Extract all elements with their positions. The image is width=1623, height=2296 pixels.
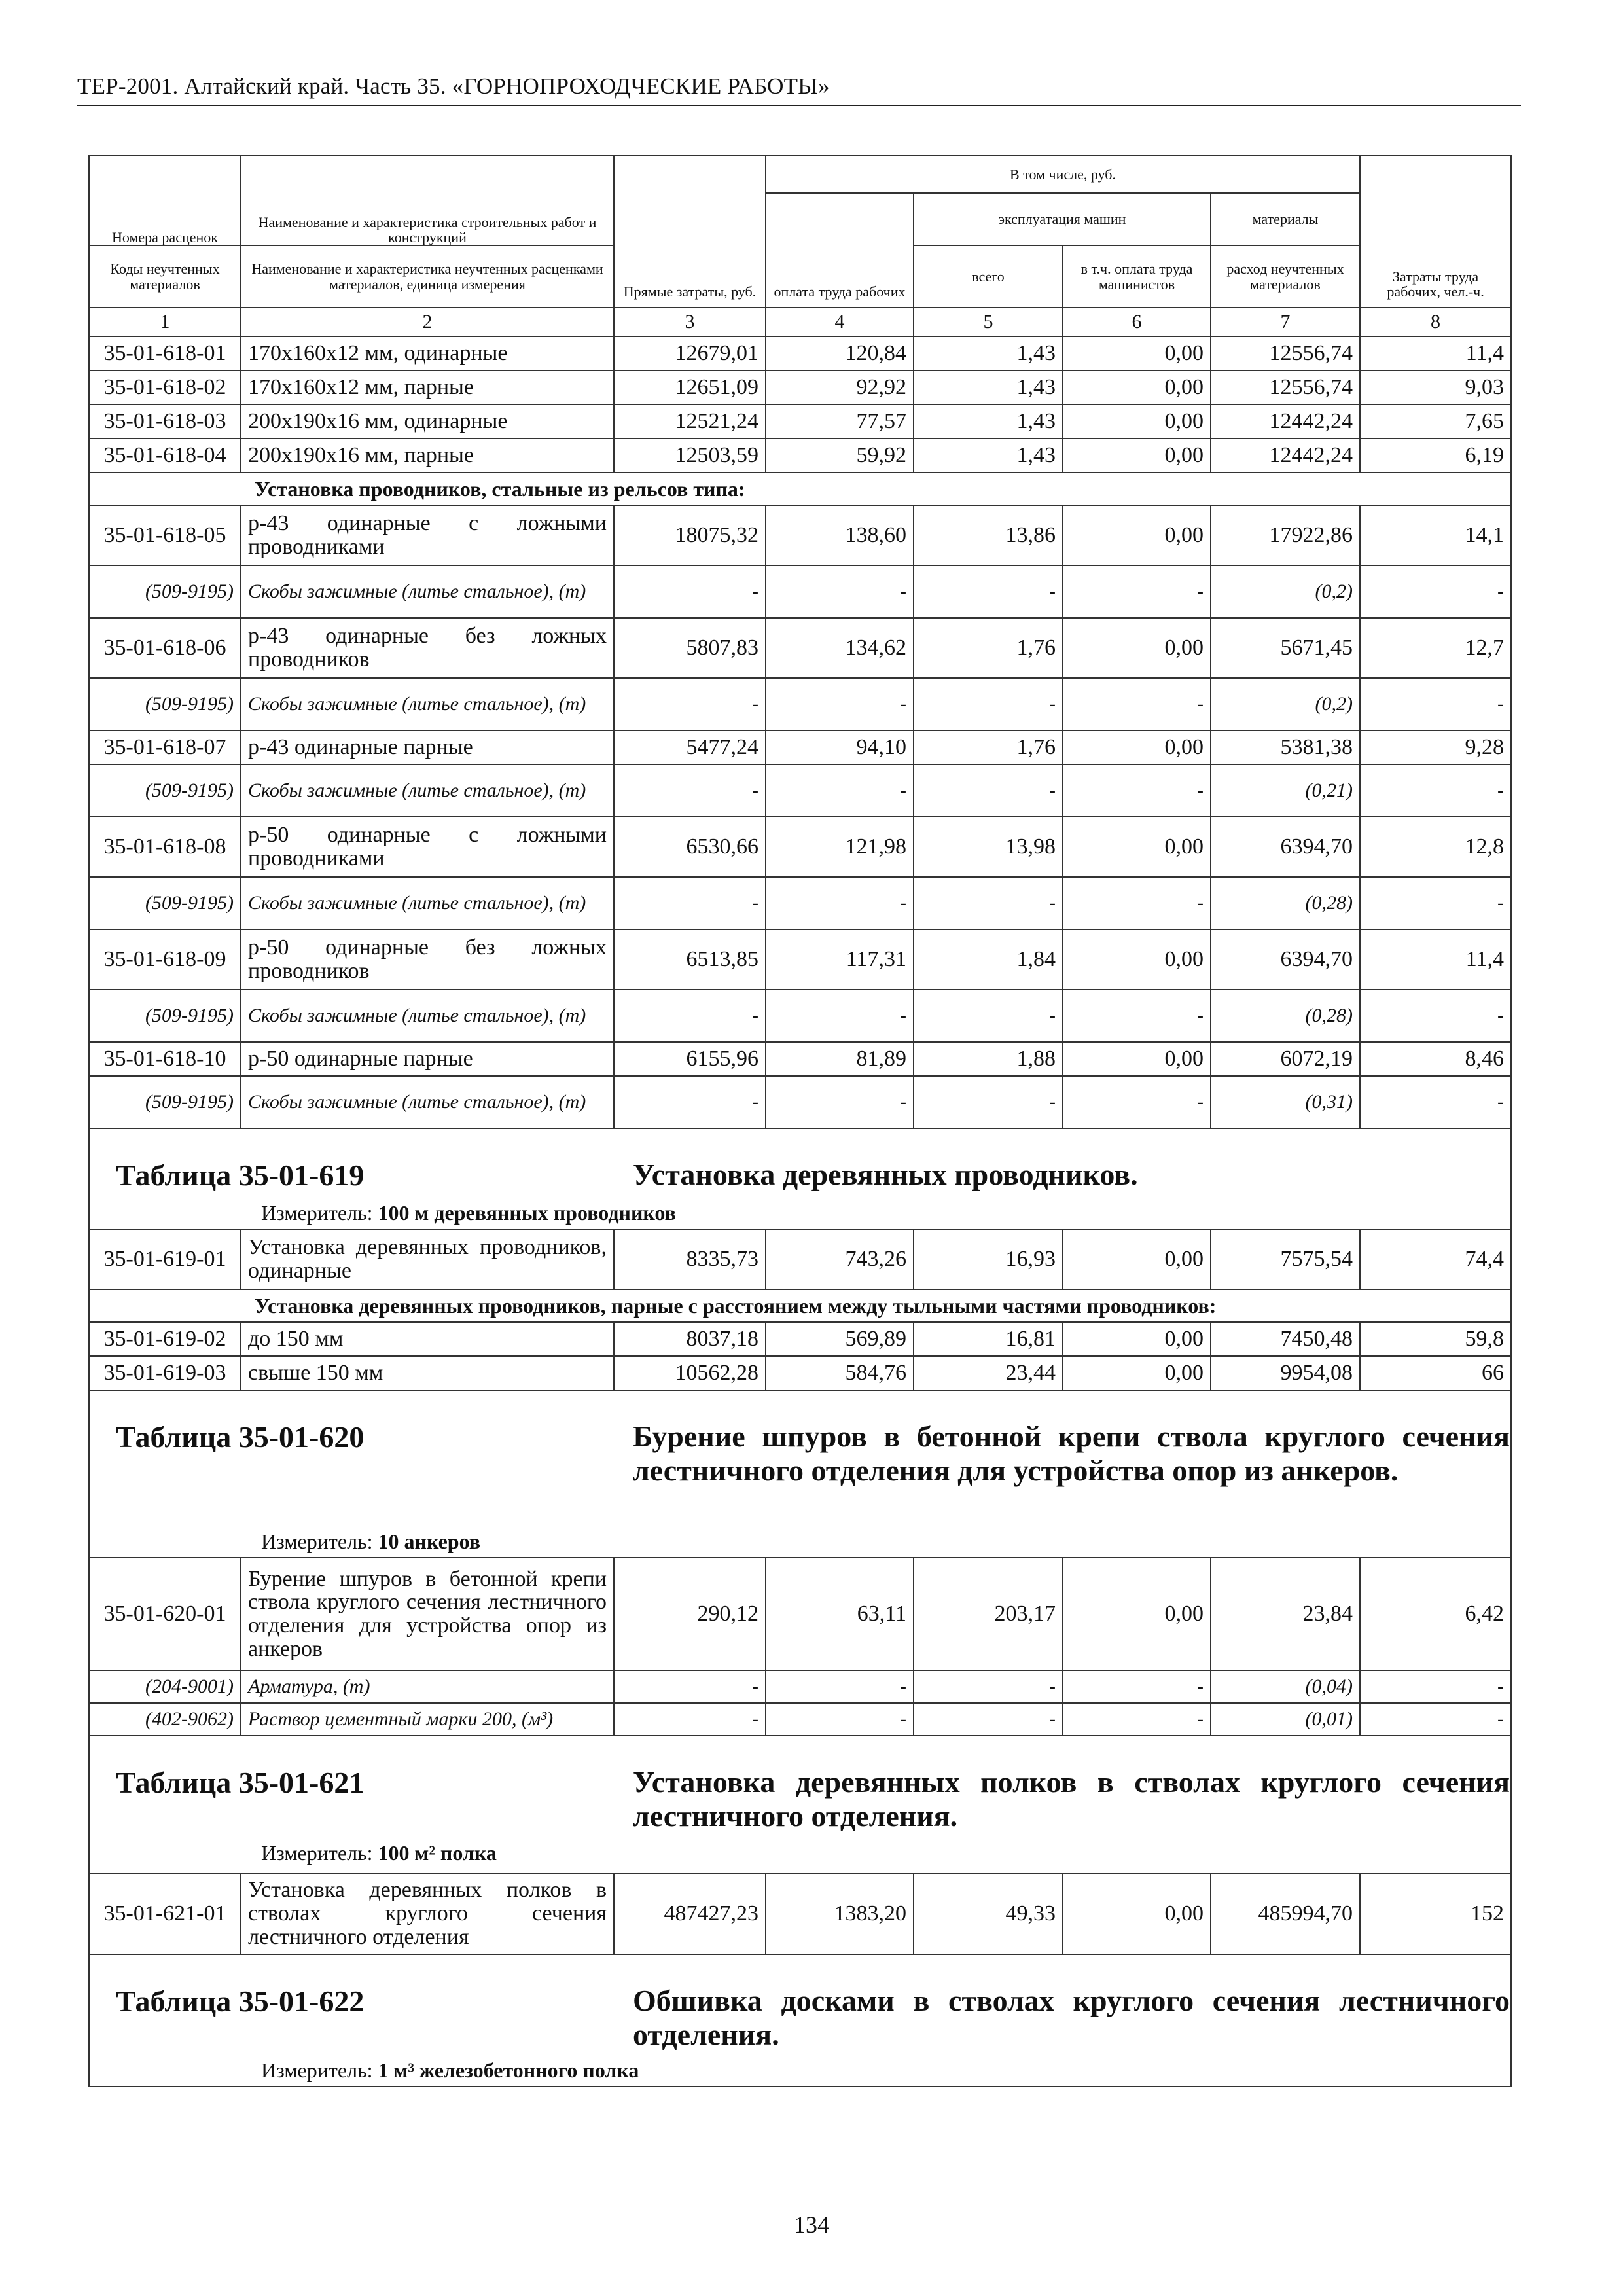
- rate-name: Установка деревянных полков в стволах круглого сечения лестничного отделения: [241, 1873, 614, 1954]
- material-code: (509-9195): [89, 764, 241, 817]
- dash-cell: -: [766, 1076, 914, 1128]
- dash-cell: -: [614, 1076, 766, 1128]
- col-machines-header: эксплуатация машин: [914, 193, 1211, 245]
- material-cost: 12556,74: [1211, 370, 1360, 404]
- rate-code: 35-01-621-01: [89, 1873, 241, 1954]
- rate-code: 35-01-619-01: [89, 1229, 241, 1289]
- material-cost: 23,84: [1211, 1558, 1360, 1670]
- dash-cell: -: [614, 565, 766, 618]
- material-cost: 5671,45: [1211, 618, 1360, 678]
- material-use: (0,28): [1211, 877, 1360, 929]
- dash-cell: -: [766, 678, 914, 730]
- machine-cost: 1,76: [914, 618, 1063, 678]
- col-direct-header: Прямые затраты, руб.: [614, 156, 766, 308]
- labor-cost: 7,65: [1360, 404, 1511, 439]
- dash-cell: -: [1063, 1670, 1211, 1703]
- direct-cost: 12651,09: [614, 370, 766, 404]
- rate-code: 35-01-618-03: [89, 404, 241, 439]
- material-code: (509-9195): [89, 877, 241, 929]
- dash-cell: -: [914, 990, 1063, 1042]
- dash-cell: -: [1360, 678, 1511, 730]
- material-cost: 6394,70: [1211, 929, 1360, 990]
- rate-name: р-43 одинарные парные: [241, 730, 614, 764]
- col-number: 6: [1063, 308, 1211, 336]
- rate-code: 35-01-618-01: [89, 336, 241, 370]
- wage-cost: 120,84: [766, 336, 914, 370]
- col-name-header: Наименование и характеристика строительных работ и конструкций: [241, 156, 614, 245]
- col-number: 8: [1360, 308, 1511, 336]
- rate-code: 35-01-619-03: [89, 1356, 241, 1390]
- dash-cell: -: [1063, 678, 1211, 730]
- rate-code: 35-01-618-02: [89, 370, 241, 404]
- col-number: 1: [89, 308, 241, 336]
- dash-cell: -: [614, 1670, 766, 1703]
- dash-cell: -: [614, 1703, 766, 1736]
- material-use: (0,2): [1211, 565, 1360, 618]
- direct-cost: 5807,83: [614, 618, 766, 678]
- dash-cell: -: [914, 1076, 1063, 1128]
- table-id: Таблица 35-01-619: [116, 1158, 365, 1192]
- labor-cost: 9,28: [1360, 730, 1511, 764]
- rate-name: р-43 одинарные без ложных проводников: [241, 618, 614, 678]
- rate-name: 170х160х12 мм, одинарные: [241, 336, 614, 370]
- labor-cost: 6,19: [1360, 439, 1511, 473]
- col-code-sub-header: Коды неучтенных материалов: [89, 245, 241, 308]
- table-unit: Измеритель: 100 м² полка: [261, 1841, 497, 1865]
- col-number: 7: [1211, 308, 1360, 336]
- direct-cost: 10562,28: [614, 1356, 766, 1390]
- col-total-header: всего: [914, 245, 1063, 308]
- material-cost: 17922,86: [1211, 505, 1360, 565]
- rate-code: 35-01-618-06: [89, 618, 241, 678]
- material-cost: 6394,70: [1211, 817, 1360, 877]
- table-unit: Измеритель: 1 м³ железобетонного полка: [261, 2058, 639, 2082]
- dash-cell: -: [614, 678, 766, 730]
- direct-cost: 12679,01: [614, 336, 766, 370]
- material-use: (0,28): [1211, 990, 1360, 1042]
- labor-cost: 12,8: [1360, 817, 1511, 877]
- rate-code: 35-01-620-01: [89, 1558, 241, 1670]
- rate-code: 35-01-618-09: [89, 929, 241, 990]
- machine-wage: 0,00: [1063, 1356, 1211, 1390]
- dash-cell: -: [914, 764, 1063, 817]
- material-cost: 9954,08: [1211, 1356, 1360, 1390]
- dash-cell: -: [1360, 764, 1511, 817]
- material-name: Скобы зажимные (литье стальное), (т): [241, 565, 614, 618]
- machine-wage: 0,00: [1063, 1873, 1211, 1954]
- dash-cell: -: [1063, 990, 1211, 1042]
- labor-cost: 9,03: [1360, 370, 1511, 404]
- machine-wage: 0,00: [1063, 370, 1211, 404]
- labor-cost: 66: [1360, 1356, 1511, 1390]
- machine-cost: 49,33: [914, 1873, 1063, 1954]
- material-cost: 485994,70: [1211, 1873, 1360, 1954]
- direct-cost: 487427,23: [614, 1873, 766, 1954]
- wage-cost: 743,26: [766, 1229, 914, 1289]
- rates-table: [88, 155, 1512, 2087]
- material-code: (509-9195): [89, 678, 241, 730]
- material-use: (0,31): [1211, 1076, 1360, 1128]
- table-title: Установка деревянных полков в стволах круглого сечения лестничного отделения.: [633, 1765, 1510, 1833]
- dash-cell: -: [766, 764, 914, 817]
- labor-cost: 152: [1360, 1873, 1511, 1954]
- col-name-sub-header: Наименование и характеристика неучтенных расценками материалов, единица измерения: [241, 245, 614, 308]
- dash-cell: -: [614, 764, 766, 817]
- material-cost: 7450,48: [1211, 1322, 1360, 1356]
- machine-cost: 13,86: [914, 505, 1063, 565]
- col-number: 4: [766, 308, 914, 336]
- dash-cell: -: [914, 678, 1063, 730]
- labor-cost: 12,7: [1360, 618, 1511, 678]
- col-mat-use-header: расход неучтенных материалов: [1211, 245, 1360, 308]
- direct-cost: 8037,18: [614, 1322, 766, 1356]
- machine-cost: 1,88: [914, 1042, 1063, 1076]
- wage-cost: 569,89: [766, 1322, 914, 1356]
- dash-cell: -: [1360, 1703, 1511, 1736]
- machine-wage: 0,00: [1063, 618, 1211, 678]
- machine-cost: 1,76: [914, 730, 1063, 764]
- material-cost: 6072,19: [1211, 1042, 1360, 1076]
- material-cost: 5381,38: [1211, 730, 1360, 764]
- table-unit: Измеритель: 10 анкеров: [261, 1530, 481, 1553]
- material-cost: 12442,24: [1211, 404, 1360, 439]
- material-name: Скобы зажимные (литье стальное), (т): [241, 877, 614, 929]
- col-number: 2: [241, 308, 614, 336]
- labor-cost: 11,4: [1360, 929, 1511, 990]
- dash-cell: -: [1063, 1703, 1211, 1736]
- rate-code: 35-01-618-07: [89, 730, 241, 764]
- material-cost: 12556,74: [1211, 336, 1360, 370]
- wage-cost: 94,10: [766, 730, 914, 764]
- machine-cost: 1,84: [914, 929, 1063, 990]
- wage-cost: 63,11: [766, 1558, 914, 1670]
- labor-cost: 59,8: [1360, 1322, 1511, 1356]
- dash-cell: -: [1360, 877, 1511, 929]
- dash-cell: -: [1063, 764, 1211, 817]
- col-labor-header: Затраты труда рабочих, чел.-ч.: [1360, 156, 1511, 308]
- dash-cell: -: [1063, 565, 1211, 618]
- table-id: Таблица 35-01-622: [116, 1984, 365, 2018]
- page-header: ТЕР-2001. Алтайский край. Часть 35. «ГОРНОПРОХОДЧЕСКИЕ РАБОТЫ»: [77, 73, 1521, 106]
- section-heading: Установка деревянных проводников, парные с расстоянием между тыльными частями проводников:: [89, 1289, 1511, 1322]
- machine-cost: 1,43: [914, 439, 1063, 473]
- material-cost: 7575,54: [1211, 1229, 1360, 1289]
- rate-name: Установка деревянных проводников, одинарные: [241, 1229, 614, 1289]
- col-number: 5: [914, 308, 1063, 336]
- direct-cost: 8335,73: [614, 1229, 766, 1289]
- machine-wage: 0,00: [1063, 1229, 1211, 1289]
- rate-name: Бурение шпуров в бетонной крепи ствола круглого сечения лестничного отделения для устройства опор из анкеров: [241, 1558, 614, 1670]
- dash-cell: -: [766, 990, 914, 1042]
- table-id: Таблица 35-01-620: [116, 1420, 365, 1454]
- machine-cost: 1,43: [914, 370, 1063, 404]
- rate-name: 170х160х12 мм, парные: [241, 370, 614, 404]
- col-incl-wage-header: в т.ч. оплата труда машинистов: [1063, 245, 1211, 308]
- table-title: Обшивка досками в стволах круглого сечения лестничного отделения.: [633, 1984, 1510, 2051]
- wage-cost: 77,57: [766, 404, 914, 439]
- rate-name: р-50 одинарные парные: [241, 1042, 614, 1076]
- material-code: (509-9195): [89, 990, 241, 1042]
- labor-cost: 14,1: [1360, 505, 1511, 565]
- machine-wage: 0,00: [1063, 404, 1211, 439]
- rate-code: 35-01-618-04: [89, 439, 241, 473]
- dash-cell: -: [1360, 1076, 1511, 1128]
- direct-cost: 18075,32: [614, 505, 766, 565]
- material-use: (0,01): [1211, 1703, 1360, 1736]
- direct-cost: 12521,24: [614, 404, 766, 439]
- material-code: (204-9001): [89, 1670, 241, 1703]
- rate-code: 35-01-618-10: [89, 1042, 241, 1076]
- machine-cost: 16,81: [914, 1322, 1063, 1356]
- material-code: (402-9062): [89, 1703, 241, 1736]
- col-number: 3: [614, 308, 766, 336]
- material-use: (0,2): [1211, 678, 1360, 730]
- wage-cost: 117,31: [766, 929, 914, 990]
- rate-code: 35-01-618-08: [89, 817, 241, 877]
- wage-cost: 81,89: [766, 1042, 914, 1076]
- material-use: (0,04): [1211, 1670, 1360, 1703]
- dash-cell: -: [766, 1670, 914, 1703]
- dash-cell: -: [766, 565, 914, 618]
- wage-cost: 92,92: [766, 370, 914, 404]
- dash-cell: -: [1360, 1670, 1511, 1703]
- dash-cell: -: [1360, 990, 1511, 1042]
- direct-cost: 290,12: [614, 1558, 766, 1670]
- dash-cell: -: [614, 990, 766, 1042]
- wage-cost: 584,76: [766, 1356, 914, 1390]
- material-name: Скобы зажимные (литье стальное), (т): [241, 990, 614, 1042]
- dash-cell: -: [914, 565, 1063, 618]
- wage-cost: 134,62: [766, 618, 914, 678]
- material-cost: 12442,24: [1211, 439, 1360, 473]
- dash-cell: -: [914, 877, 1063, 929]
- col-incl-header: В том числе, руб.: [766, 156, 1360, 193]
- machine-cost: 203,17: [914, 1558, 1063, 1670]
- wage-cost: 121,98: [766, 817, 914, 877]
- machine-cost: 16,93: [914, 1229, 1063, 1289]
- material-name: Раствор цементный марки 200, (м³): [241, 1703, 614, 1736]
- labor-cost: 74,4: [1360, 1229, 1511, 1289]
- machine-wage: 0,00: [1063, 439, 1211, 473]
- dash-cell: -: [914, 1670, 1063, 1703]
- machine-wage: 0,00: [1063, 1322, 1211, 1356]
- section-heading: Установка проводников, стальные из рельсов типа:: [89, 473, 1511, 505]
- table-title: Бурение шпуров в бетонной крепи ствола круглого сечения лестничного отделения для устройства опор из анкеров.: [633, 1420, 1510, 1487]
- rate-name: р-50 одинарные с ложными проводниками: [241, 817, 614, 877]
- wage-cost: 1383,20: [766, 1873, 914, 1954]
- direct-cost: 12503,59: [614, 439, 766, 473]
- rate-name: свыше 150 мм: [241, 1356, 614, 1390]
- dash-cell: -: [1063, 877, 1211, 929]
- machine-wage: 0,00: [1063, 730, 1211, 764]
- material-name: Скобы зажимные (литье стальное), (т): [241, 678, 614, 730]
- table-title: Установка деревянных проводников.: [633, 1158, 1138, 1191]
- machine-wage: 0,00: [1063, 1558, 1211, 1670]
- page-number: 134: [794, 2212, 829, 2238]
- material-code: (509-9195): [89, 565, 241, 618]
- wage-cost: 138,60: [766, 505, 914, 565]
- machine-wage: 0,00: [1063, 929, 1211, 990]
- col-wage-header: оплата труда рабочих: [766, 193, 914, 308]
- machine-wage: 0,00: [1063, 1042, 1211, 1076]
- machine-wage: 0,00: [1063, 336, 1211, 370]
- material-code: (509-9195): [89, 1076, 241, 1128]
- machine-cost: 13,98: [914, 817, 1063, 877]
- direct-cost: 6530,66: [614, 817, 766, 877]
- machine-wage: 0,00: [1063, 817, 1211, 877]
- rate-code: 35-01-618-05: [89, 505, 241, 565]
- dash-cell: -: [914, 1703, 1063, 1736]
- material-name: Арматура, (т): [241, 1670, 614, 1703]
- dash-cell: -: [1063, 1076, 1211, 1128]
- rate-name: 200х190х16 мм, парные: [241, 439, 614, 473]
- dash-cell: -: [766, 877, 914, 929]
- direct-cost: 6155,96: [614, 1042, 766, 1076]
- labor-cost: 6,42: [1360, 1558, 1511, 1670]
- table-id: Таблица 35-01-621: [116, 1766, 365, 1799]
- material-use: (0,21): [1211, 764, 1360, 817]
- rate-code: 35-01-619-02: [89, 1322, 241, 1356]
- rate-name: р-43 одинарные с ложными проводниками: [241, 505, 614, 565]
- table-unit: Измеритель: 100 м деревянных проводников: [261, 1201, 676, 1225]
- direct-cost: 5477,24: [614, 730, 766, 764]
- dash-cell: -: [614, 877, 766, 929]
- machine-cost: 1,43: [914, 404, 1063, 439]
- material-name: Скобы зажимные (литье стальное), (т): [241, 764, 614, 817]
- rate-name: 200х190х16 мм, одинарные: [241, 404, 614, 439]
- labor-cost: 8,46: [1360, 1042, 1511, 1076]
- material-name: Скобы зажимные (литье стальное), (т): [241, 1076, 614, 1128]
- rate-name: р-50 одинарные без ложных проводников: [241, 929, 614, 990]
- rate-name: до 150 мм: [241, 1322, 614, 1356]
- machine-cost: 23,44: [914, 1356, 1063, 1390]
- col-code-header: Номера расценок: [89, 156, 241, 245]
- labor-cost: 11,4: [1360, 336, 1511, 370]
- machine-wage: 0,00: [1063, 505, 1211, 565]
- wage-cost: 59,92: [766, 439, 914, 473]
- machine-cost: 1,43: [914, 336, 1063, 370]
- dash-cell: -: [1360, 565, 1511, 618]
- dash-cell: -: [766, 1703, 914, 1736]
- col-materials-header: материалы: [1211, 193, 1360, 245]
- direct-cost: 6513,85: [614, 929, 766, 990]
